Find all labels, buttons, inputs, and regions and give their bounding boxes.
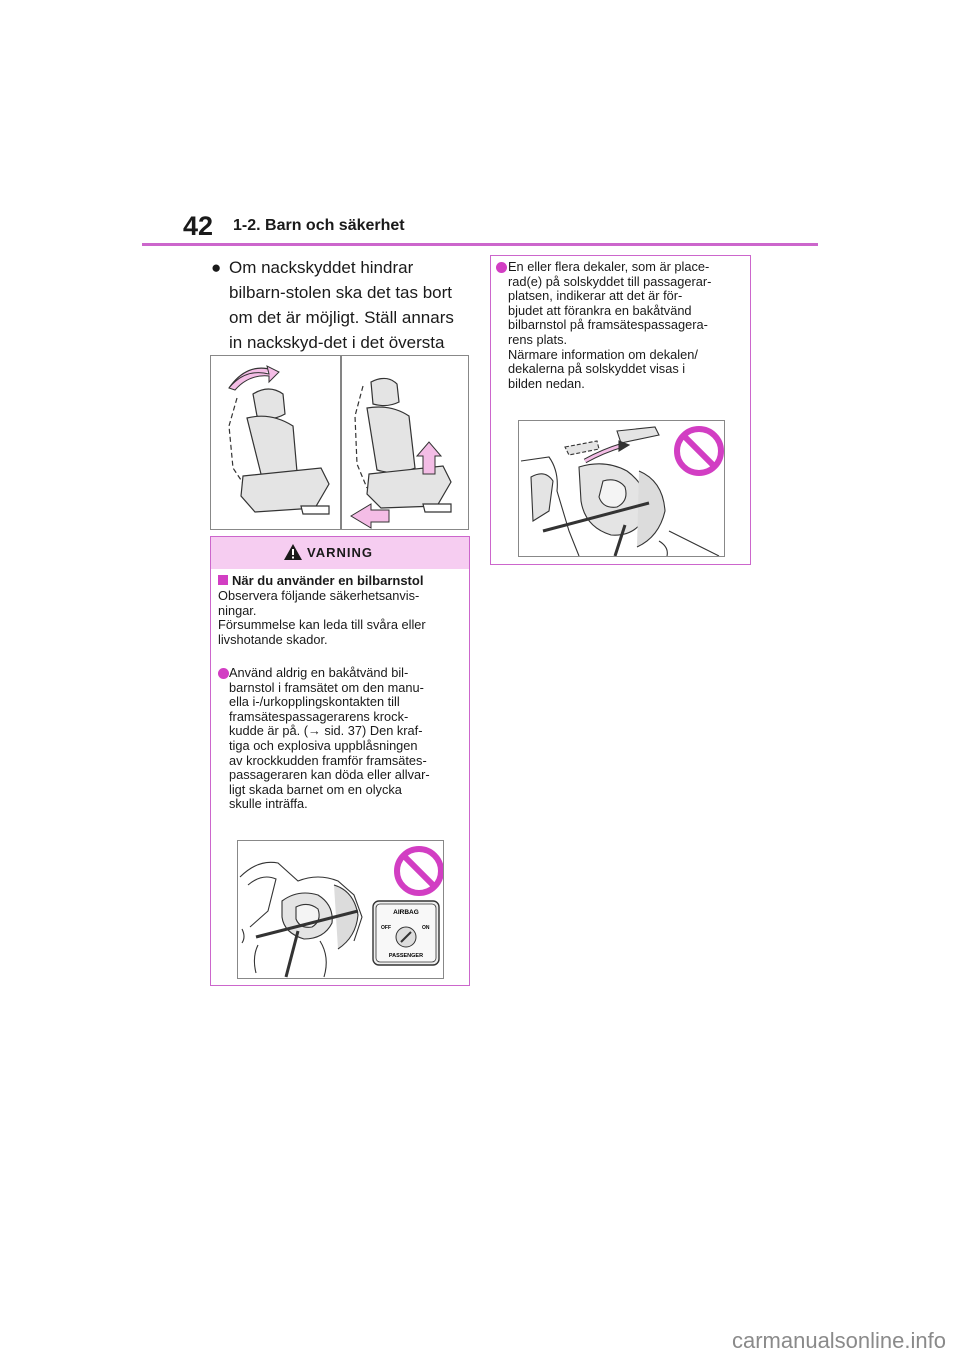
warning-heading — [218, 573, 423, 588]
warning-item-line: skulle inträffa. — [229, 796, 308, 812]
passenger-label: PASSENGER — [388, 953, 424, 959]
warning-intro — [218, 589, 463, 647]
watermark: carmanualsonline.info — [731, 1328, 946, 1353]
warning-header — [211, 537, 469, 569]
bullet-dot-icon — [218, 668, 229, 679]
warning-item-line: kudde är på. (→ sid. 37) Den kraf- — [229, 723, 423, 739]
warning-item-line: ligt skada barnet om en olycka — [229, 781, 402, 797]
airbag-switch-svg — [238, 841, 443, 978]
sun-visor-decal-text — [496, 260, 746, 391]
info-line: rens plats. — [508, 331, 568, 347]
sun-visor-illustration — [518, 420, 725, 557]
info-line: bjudet att förankra en bakåtvänd — [508, 302, 692, 318]
warning-item-line: tiga och explosiva uppblåsningen — [229, 737, 418, 753]
headrest-bullet-text: Om nackskyddet hindrar bilbarn-stolen ska det tas bort om det är möjligt. Ställ annars in nackskyd-det i det översta — [229, 258, 454, 352]
info-line: bilden nedan. — [508, 375, 585, 391]
warning-item-line: framsätespassagerarens krock- — [229, 708, 409, 724]
warning-item-line: barnstol i framsätet om den manu- — [229, 679, 424, 695]
warning-title: VARNING — [307, 545, 373, 560]
warning-item — [218, 666, 463, 812]
warning-box — [210, 536, 470, 986]
square-bullet-icon — [218, 575, 228, 585]
info-line: rad(e) på solskyddet till passagerar- — [508, 273, 712, 289]
sun-visor-decal-box — [490, 255, 751, 565]
section-title: 1-2. Barn och säkerhet — [233, 217, 405, 234]
warning-item-line: av krockkudden framför framsätes- — [229, 752, 427, 768]
warning-item-line: ella i-/urkopplingskontakten till — [229, 694, 400, 710]
sun-visor-svg — [519, 421, 724, 556]
airbag-off-label: OFF — [381, 925, 391, 931]
warning-intro-line: Försummelse kan leda till svåra eller — [218, 617, 426, 633]
warning-intro-line: ningar. — [218, 602, 257, 618]
airbag-switch-illustration — [237, 840, 444, 979]
warning-heading-text: När du använder en bilbarnstol — [232, 573, 424, 588]
info-line: platsen, indikerar att det är för- — [508, 288, 683, 304]
seat-headrest-illustration — [210, 355, 469, 530]
bullet-dot-icon — [496, 262, 507, 273]
page-number: 42 — [183, 211, 214, 241]
warning-triangle-icon — [283, 543, 303, 561]
warning-intro-line: Observera följande säkerhetsanvis- — [218, 588, 420, 603]
seat-headrest-svg — [211, 356, 468, 529]
airbag-on-label: ON — [422, 925, 430, 931]
warning-item-line: Använd aldrig en bakåtvänd bil- — [229, 665, 409, 680]
info-line: Närmare information om dekalen/ — [508, 346, 698, 362]
header-divider — [142, 243, 818, 246]
airbag-label: AIRBAG — [393, 909, 419, 916]
info-line: dekalerna på solskyddet visas i — [508, 361, 686, 377]
bullet-dot-icon: ● — [211, 258, 222, 277]
warning-item-line: passageraren kan döda eller allvar- — [229, 767, 430, 783]
warning-intro-line: livshotande skador. — [218, 631, 328, 647]
info-line: bilbarnstol på framsätespassagera- — [508, 317, 708, 333]
info-line: En eller flera dekaler, som är place- — [508, 259, 710, 274]
